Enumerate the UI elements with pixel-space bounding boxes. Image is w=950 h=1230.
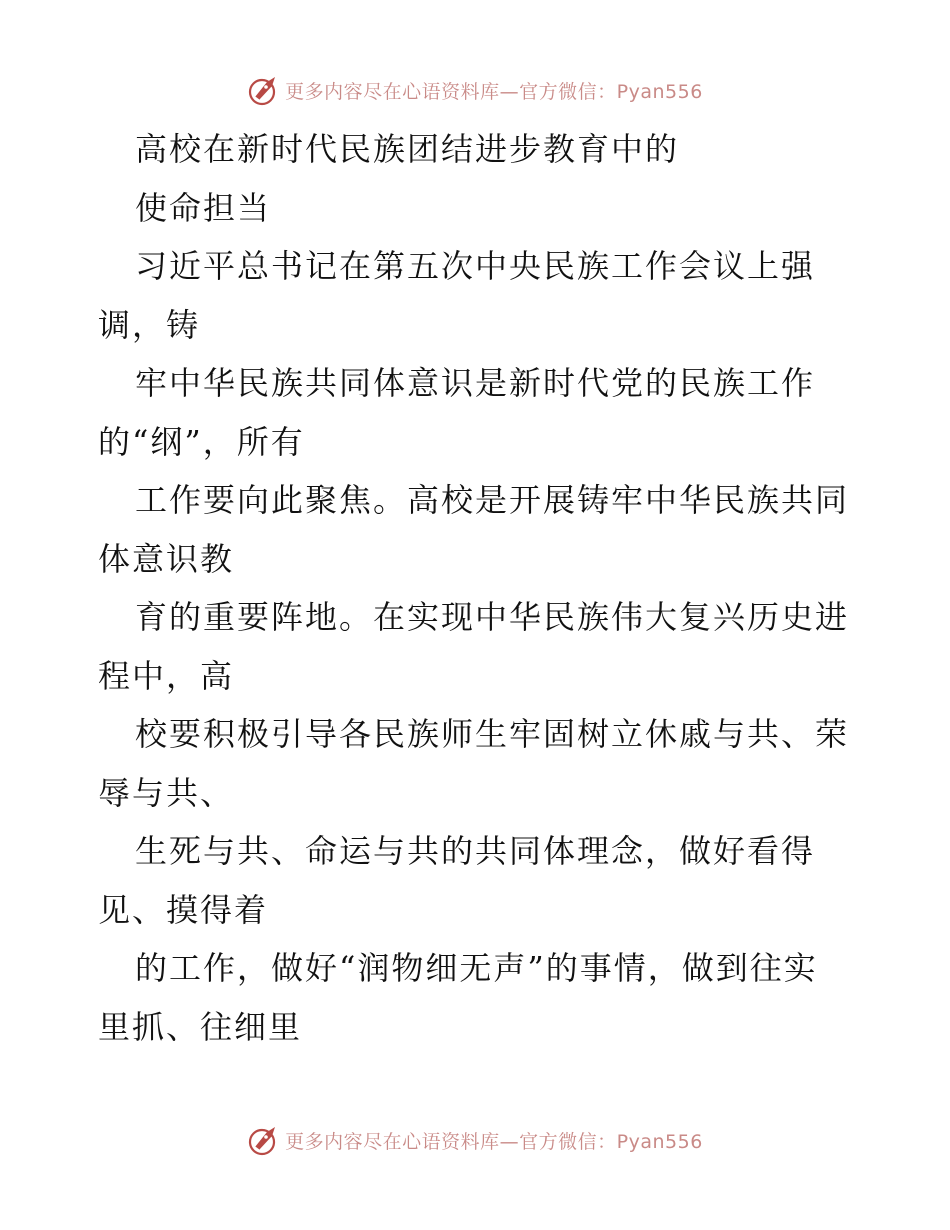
body-line: 见、摸得着 (98, 890, 269, 929)
header-watermark (247, 73, 703, 107)
body-line: 的“纲”，所有 (98, 422, 305, 461)
document-body (98, 120, 868, 1056)
body-line: 的工作，做好“润物细无声”的事情，做到往实 (135, 949, 818, 987)
body-line: 高校在新时代民族团结进步教育中的 (135, 130, 680, 168)
body-line: 使命担当 (135, 188, 272, 227)
body-line: 里抓、往细里 (98, 1007, 303, 1046)
body-line: 校要积极引导各民族师生牢固树立休戚与共、荣 (135, 715, 850, 753)
body-line: 程中，高 (98, 656, 235, 695)
body-line: 调，铸 (98, 305, 201, 344)
header-watermark-text: 更多内容尽在心语资料库—官方微信：Pyan556 (285, 80, 703, 103)
pen-nib-logo-icon (247, 73, 281, 107)
page-header (0, 70, 950, 110)
body-line: 育的重要阵地。在实现中华民族伟大复兴历史进 (135, 598, 850, 636)
body-line: 体意识教 (98, 539, 235, 578)
footer-watermark (247, 1123, 703, 1157)
body-line: 辱与共、 (98, 773, 235, 812)
body-line: 牢中华民族共同体意识是新时代党的民族工作 (135, 364, 816, 402)
body-line: 生死与共、命运与共的共同体理念，做好看得 (135, 832, 816, 870)
page-footer (0, 1120, 950, 1160)
body-line: 工作要向此聚焦。高校是开展铸牢中华民族共同 (135, 481, 850, 519)
pen-nib-logo-icon (247, 1123, 281, 1157)
footer-watermark-text: 更多内容尽在心语资料库—官方微信：Pyan556 (285, 1130, 703, 1153)
body-line: 习近平总书记在第五次中央民族工作会议上强 (135, 247, 816, 285)
